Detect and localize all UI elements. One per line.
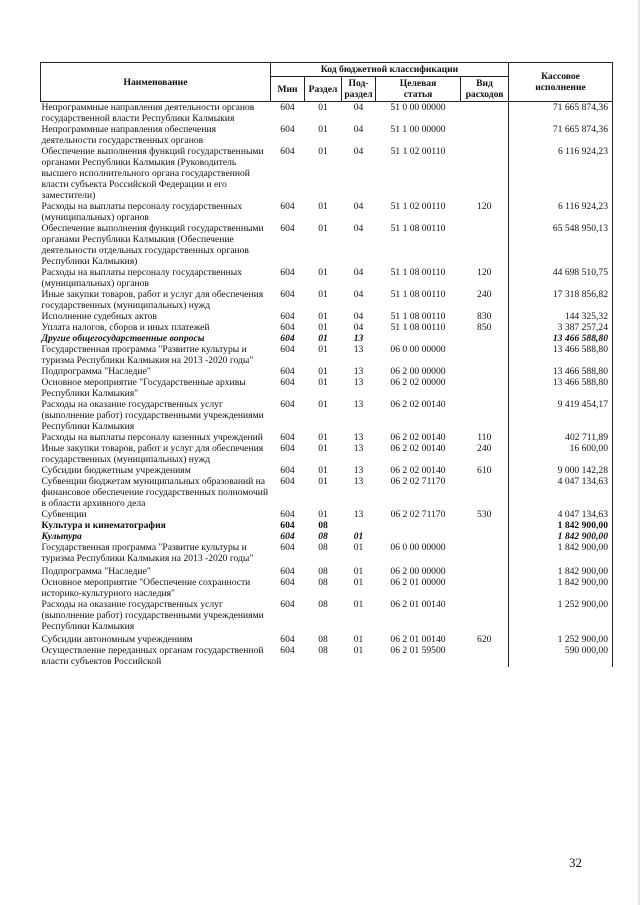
table-row bbox=[41, 432, 613, 443]
header-expense-type: Вид расходов bbox=[461, 77, 509, 102]
row-min: 604 bbox=[280, 645, 295, 656]
row-expense-type: 530 bbox=[477, 509, 492, 520]
row-podrazdel: 01 bbox=[353, 634, 364, 645]
row-razdel: 01 bbox=[318, 465, 328, 476]
row-expense-type bbox=[461, 531, 509, 542]
table-row bbox=[41, 102, 613, 125]
row-name: Основное мероприятие "Государственные архивы Республики Калмыкия" bbox=[41, 377, 246, 399]
row-razdel: 01 bbox=[318, 366, 328, 377]
header-min: Мин bbox=[271, 77, 305, 102]
row-podrazdel: 04 bbox=[353, 102, 364, 113]
row-target-article: 06 2 02 00140 bbox=[390, 443, 446, 454]
table-row bbox=[41, 366, 613, 377]
row-expense-type bbox=[461, 124, 509, 146]
row-razdel: 08 bbox=[318, 566, 328, 577]
table-row bbox=[41, 577, 613, 599]
row-cash-execution: 6 116 924,23 bbox=[509, 146, 613, 201]
table-row bbox=[41, 564, 613, 577]
row-razdel: 01 bbox=[318, 333, 328, 344]
table-row bbox=[41, 311, 613, 322]
table-row bbox=[41, 322, 613, 333]
row-name: Культура bbox=[41, 531, 82, 542]
row-min: 604 bbox=[280, 509, 295, 520]
row-target-article: 51 1 08 00110 bbox=[390, 267, 446, 278]
row-expense-type bbox=[461, 344, 509, 366]
table-row bbox=[41, 223, 613, 267]
row-expense-type: 850 bbox=[477, 322, 492, 333]
table-row bbox=[41, 645, 613, 667]
row-razdel: 01 bbox=[318, 289, 328, 300]
row-name: Обеспечение выполнения функций государственными органами Республики Калмыкия (Обеспечение деятельности отдельных государственных органов Республики Калмыкия) bbox=[41, 223, 264, 267]
row-expense-type bbox=[461, 476, 509, 509]
row-min: 604 bbox=[280, 566, 295, 577]
row-target-article: 51 1 08 00110 bbox=[390, 322, 446, 333]
row-name: Субсидии бюджетным учреждениям bbox=[41, 465, 191, 476]
row-expense-type: 620 bbox=[477, 634, 492, 645]
table-row bbox=[41, 632, 613, 645]
row-min: 604 bbox=[280, 399, 295, 410]
row-name: Расходы на оказание государственных услуг (выполнение работ) государственными учреждениями Республики Калмыкия bbox=[41, 599, 264, 632]
row-cash-execution: 1 842 900,00 bbox=[509, 542, 613, 564]
row-podrazdel: 13 bbox=[353, 399, 364, 410]
row-podrazdel: 13 bbox=[353, 432, 364, 443]
row-expense-type bbox=[461, 645, 509, 667]
row-target-article: 06 0 00 00000 bbox=[390, 542, 446, 553]
row-min: 604 bbox=[280, 366, 295, 377]
row-razdel: 08 bbox=[318, 599, 328, 610]
row-cash-execution: 4 047 134,63 bbox=[509, 476, 613, 509]
row-cash-execution: 65 548 950,13 bbox=[509, 223, 613, 267]
row-expense-type: 120 bbox=[477, 201, 492, 212]
row-min: 604 bbox=[280, 333, 295, 344]
row-expense-type bbox=[461, 102, 509, 125]
row-min: 604 bbox=[280, 377, 295, 388]
row-podrazdel: 04 bbox=[353, 267, 364, 278]
row-name: Расходы на выплаты персоналу государственных (муниципальных) органов bbox=[41, 267, 243, 289]
row-expense-type bbox=[461, 223, 509, 267]
row-expense-type bbox=[461, 599, 509, 632]
row-razdel: 08 bbox=[318, 531, 328, 542]
row-target-article: 51 1 00 00000 bbox=[390, 124, 446, 135]
row-cash-execution: 13 466 588,80 bbox=[509, 366, 613, 377]
row-name: Обеспечение выполнения функций государственными органами Республики Калмыкия (Руководитель высшего исполнительного органа государственной власти субъекта Российской Федерации и его заместители) bbox=[41, 146, 264, 201]
table-row bbox=[41, 289, 613, 311]
row-expense-type: 610 bbox=[477, 465, 492, 476]
row-cash-execution: 144 325,32 bbox=[509, 311, 613, 322]
row-razdel: 08 bbox=[318, 577, 328, 588]
row-target-article: 06 2 02 00140 bbox=[390, 465, 446, 476]
row-expense-type bbox=[461, 377, 509, 399]
table-row bbox=[41, 333, 613, 344]
row-name: Расходы на выплаты персоналу государственных (муниципальных) органов bbox=[41, 201, 243, 223]
row-target-article: 51 1 08 00110 bbox=[390, 289, 446, 300]
table-row bbox=[41, 399, 613, 432]
row-name: Непрограммные направления обеспечения деятельности государственных органов bbox=[41, 124, 216, 146]
row-min: 604 bbox=[280, 531, 295, 542]
row-podrazdel: 04 bbox=[353, 311, 364, 322]
row-name: Исполнение судебных актов bbox=[41, 311, 157, 322]
row-target-article bbox=[376, 520, 461, 531]
row-name: Расходы на оказание государственных услуг (выполнение работ) государственными учреждениями Республики Калмыкия bbox=[41, 399, 264, 432]
row-podrazdel: 13 bbox=[353, 333, 364, 344]
row-target-article: 06 2 02 00000 bbox=[390, 377, 446, 388]
row-name: Государственная программа "Развитие культуры и туризма Республики Калмыкия на 2013 -2020 годы" bbox=[41, 344, 254, 366]
row-target-article: 06 2 00 00000 bbox=[390, 366, 446, 377]
row-cash-execution: 71 665 874,36 bbox=[509, 102, 613, 125]
row-podrazdel: 04 bbox=[353, 124, 364, 135]
row-name: Субвенции бюджетам муниципальных образований на финансовое обеспечение государственных полномочий в области архивного дела bbox=[41, 476, 269, 509]
table-row bbox=[41, 465, 613, 476]
row-cash-execution: 1 252 900,00 bbox=[509, 632, 613, 645]
row-podrazdel: 01 bbox=[353, 599, 364, 610]
row-cash-execution: 3 387 257,24 bbox=[509, 322, 613, 333]
row-razdel: 01 bbox=[318, 344, 328, 355]
row-target-article bbox=[376, 333, 461, 344]
row-expense-type: 110 bbox=[477, 432, 492, 443]
row-cash-execution: 16 600,00 bbox=[509, 443, 613, 465]
row-min: 604 bbox=[280, 465, 295, 476]
header-podrazdel: Под- раздел bbox=[342, 77, 376, 102]
row-name: Иные закупки товаров, работ и услуг для обеспечения государственных (муниципальных) нужд bbox=[41, 443, 264, 465]
row-podrazdel: 13 bbox=[353, 476, 364, 487]
row-razdel: 08 bbox=[318, 542, 328, 553]
table-row bbox=[41, 344, 613, 366]
row-name: Субвенции bbox=[41, 509, 87, 520]
row-min: 604 bbox=[280, 102, 295, 113]
row-min: 604 bbox=[280, 599, 295, 610]
row-podrazdel: 04 bbox=[353, 289, 364, 300]
row-razdel: 01 bbox=[318, 476, 328, 487]
row-target-article: 51 1 08 00110 bbox=[390, 223, 446, 234]
header-cash-execution: Кассовое исполнение bbox=[509, 63, 613, 102]
row-razdel: 01 bbox=[318, 377, 328, 388]
row-expense-type: 830 bbox=[477, 311, 492, 322]
row-podrazdel: 01 bbox=[353, 542, 364, 553]
row-target-article: 51 0 00 00000 bbox=[390, 102, 446, 113]
table-body bbox=[41, 102, 613, 668]
row-cash-execution: 4 047 134,63 bbox=[509, 509, 613, 520]
row-name: Культура и кинематография bbox=[41, 520, 166, 531]
row-podrazdel: 13 bbox=[353, 509, 364, 520]
row-min: 604 bbox=[280, 201, 295, 212]
row-razdel: 01 bbox=[318, 267, 328, 278]
budget-execution-table bbox=[40, 62, 613, 667]
row-cash-execution: 1 842 900,00 bbox=[509, 531, 613, 542]
header-razdel: Раздел bbox=[305, 77, 342, 102]
row-target-article: 51 1 08 00110 bbox=[390, 311, 446, 322]
row-razdel: 01 bbox=[318, 509, 328, 520]
row-cash-execution: 6 116 924,23 bbox=[509, 201, 613, 223]
row-razdel: 01 bbox=[318, 311, 328, 322]
row-min: 604 bbox=[280, 289, 295, 300]
header-name: Наименование bbox=[41, 63, 271, 102]
row-min: 604 bbox=[280, 311, 295, 322]
row-podrazdel: 04 bbox=[353, 322, 364, 333]
row-target-article: 06 2 01 00000 bbox=[390, 577, 446, 588]
table-row bbox=[41, 377, 613, 399]
row-min: 604 bbox=[280, 223, 295, 234]
row-target-article: 06 2 01 59500 bbox=[390, 645, 446, 656]
row-expense-type bbox=[461, 366, 509, 377]
row-podrazdel: 13 bbox=[353, 465, 364, 476]
row-target-article: 06 2 02 71170 bbox=[390, 476, 446, 487]
row-podrazdel: 13 bbox=[353, 377, 364, 388]
row-target-article: 06 2 02 00140 bbox=[390, 432, 446, 443]
row-name: Основное мероприятие "Обеспечение сохранности историко-культурного наследия" bbox=[41, 577, 251, 599]
row-min: 604 bbox=[280, 542, 295, 553]
row-name: Иные закупки товаров, работ и услуг для обеспечения государственных (муниципальных) нужд bbox=[41, 289, 264, 311]
row-podrazdel bbox=[342, 520, 376, 531]
row-cash-execution: 13 466 588,80 bbox=[509, 377, 613, 399]
table-row bbox=[41, 476, 613, 509]
row-razdel: 08 bbox=[318, 634, 328, 645]
row-razdel: 01 bbox=[318, 322, 328, 333]
row-expense-type bbox=[461, 520, 509, 531]
row-razdel: 08 bbox=[318, 520, 328, 531]
row-min: 604 bbox=[280, 344, 295, 355]
row-min: 604 bbox=[280, 432, 295, 443]
row-podrazdel: 01 bbox=[353, 577, 364, 588]
row-name: Уплата налогов, сборов и иных платежей bbox=[41, 322, 210, 333]
row-cash-execution: 1 842 900,00 bbox=[509, 564, 613, 577]
row-podrazdel: 01 bbox=[353, 645, 364, 656]
row-target-article: 06 2 02 71170 bbox=[390, 509, 446, 520]
row-expense-type bbox=[461, 333, 509, 344]
row-cash-execution: 9 419 454,17 bbox=[509, 399, 613, 432]
row-podrazdel: 04 bbox=[353, 223, 364, 234]
row-expense-type bbox=[461, 146, 509, 201]
row-name: Другие общегосударственные вопросы bbox=[41, 333, 205, 344]
row-podrazdel: 04 bbox=[353, 146, 364, 157]
header-code-group: Код бюджетной классификации bbox=[271, 63, 509, 77]
row-target-article: 51 1 02 00110 bbox=[390, 146, 446, 157]
row-expense-type: 120 bbox=[477, 267, 492, 278]
row-cash-execution: 1 842 900,00 bbox=[509, 577, 613, 599]
table-header bbox=[41, 63, 613, 102]
row-cash-execution: 71 665 874,36 bbox=[509, 124, 613, 146]
row-expense-type bbox=[461, 577, 509, 599]
row-podrazdel: 13 bbox=[353, 366, 364, 377]
row-podrazdel: 01 bbox=[353, 531, 364, 542]
row-cash-execution: 9 000 142,28 bbox=[509, 465, 613, 476]
row-name: Осуществление переданных органам государственной власти субъектов Российской bbox=[41, 645, 264, 667]
table-row bbox=[41, 509, 613, 520]
table-row bbox=[41, 542, 613, 564]
table-row bbox=[41, 267, 613, 289]
row-cash-execution: 402 711,89 bbox=[509, 432, 613, 443]
row-cash-execution: 17 318 856,82 bbox=[509, 289, 613, 311]
table-row bbox=[41, 520, 613, 531]
table-row bbox=[41, 443, 613, 465]
row-cash-execution: 590 000,00 bbox=[509, 645, 613, 667]
row-razdel: 01 bbox=[318, 399, 328, 410]
row-expense-type: 240 bbox=[477, 443, 492, 454]
row-target-article: 06 2 00 00000 bbox=[390, 566, 446, 577]
row-razdel: 01 bbox=[318, 201, 328, 212]
row-name: Подпрограмма "Наследие" bbox=[41, 566, 151, 577]
row-min: 604 bbox=[280, 146, 295, 157]
row-target-article: 06 2 01 00140 bbox=[390, 599, 446, 610]
row-cash-execution: 44 698 510,75 bbox=[509, 267, 613, 289]
table-row bbox=[41, 599, 613, 632]
row-razdel: 01 bbox=[318, 102, 328, 113]
row-expense-type bbox=[461, 542, 509, 564]
row-target-article: 06 0 00 00000 bbox=[390, 344, 446, 355]
row-cash-execution: 13 466 588,80 bbox=[509, 333, 613, 344]
row-min: 604 bbox=[280, 322, 295, 333]
row-min: 604 bbox=[280, 476, 295, 487]
row-razdel: 01 bbox=[318, 443, 328, 454]
row-razdel: 01 bbox=[318, 223, 328, 234]
row-razdel: 01 bbox=[318, 124, 328, 135]
row-podrazdel: 04 bbox=[353, 201, 364, 212]
page-number: 32 bbox=[569, 855, 582, 870]
row-target-article bbox=[376, 531, 461, 542]
row-razdel: 08 bbox=[318, 645, 328, 656]
row-expense-type bbox=[461, 399, 509, 432]
header-target-article: Целевая статья bbox=[376, 77, 461, 102]
row-name: Подпрограмма "Наследие" bbox=[41, 366, 151, 377]
row-cash-execution: 1 252 900,00 bbox=[509, 599, 613, 632]
row-razdel: 01 bbox=[318, 432, 328, 443]
row-podrazdel: 13 bbox=[353, 344, 364, 355]
row-min: 604 bbox=[280, 443, 295, 454]
row-min: 604 bbox=[280, 520, 295, 531]
row-min: 604 bbox=[280, 634, 295, 645]
table-row bbox=[41, 124, 613, 146]
row-name: Государственная программа "Развитие культуры и туризма Республики Калмыкия на 2013 -2020 годы" bbox=[41, 542, 254, 564]
table-row bbox=[41, 531, 613, 542]
row-podrazdel: 01 bbox=[353, 566, 364, 577]
row-min: 604 bbox=[280, 577, 295, 588]
table-row bbox=[41, 146, 613, 201]
row-target-article: 06 2 02 00140 bbox=[390, 399, 446, 410]
row-name: Расходы на выплаты персоналу казенных учреждений bbox=[41, 432, 263, 443]
row-name: Субсидии автономным учреждениям bbox=[41, 634, 193, 645]
row-podrazdel: 13 bbox=[353, 443, 364, 454]
row-target-article: 51 1 02 00110 bbox=[390, 201, 446, 212]
row-expense-type bbox=[461, 564, 509, 577]
row-razdel: 01 bbox=[318, 146, 328, 157]
row-cash-execution: 13 466 588,80 bbox=[509, 344, 613, 366]
row-min: 604 bbox=[280, 267, 295, 278]
row-expense-type: 240 bbox=[477, 289, 492, 300]
row-target-article: 06 2 01 00140 bbox=[390, 634, 446, 645]
row-min: 604 bbox=[280, 124, 295, 135]
row-cash-execution: 1 842 900,00 bbox=[509, 520, 613, 531]
table-row bbox=[41, 201, 613, 223]
row-name: Непрограммные направления деятельности органов государственной власти Республики Калмыкия bbox=[41, 102, 255, 124]
